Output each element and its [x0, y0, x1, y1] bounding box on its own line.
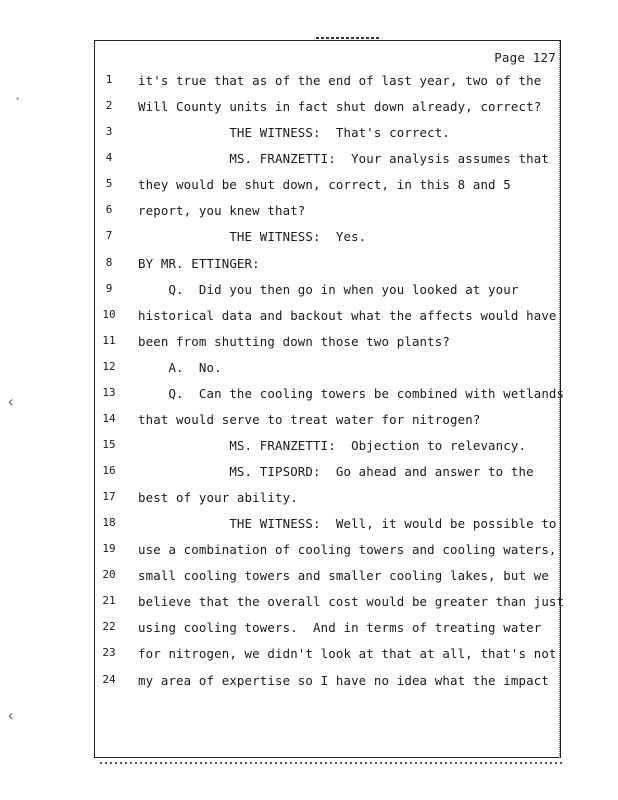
margin-mark: · — [14, 92, 22, 106]
transcript-line: best of your ability. — [138, 490, 298, 505]
line-number: 11 — [102, 334, 116, 347]
line-number: 3 — [105, 125, 113, 138]
transcript-line: been from shutting down those two plants? — [138, 334, 451, 349]
transcript-line: Will County units in fact shut down already, correct? — [138, 99, 542, 114]
transcript-line: Q. Did you then go in when you looked at your — [138, 282, 519, 297]
transcript-line: my area of expertise so I have no idea what the impact — [138, 673, 549, 688]
line-number: 20 — [102, 568, 116, 581]
transcript-line: using cooling towers. And in terms of treating water — [138, 620, 542, 635]
scan-artifact-bottom — [100, 762, 562, 764]
transcript-line: small cooling towers and smaller cooling lakes, but we — [138, 568, 549, 583]
transcript-line: MS. FRANZETTI: Your analysis assumes that — [138, 151, 549, 166]
transcript-line: for nitrogen, we didn't look at that at all, that's not — [138, 646, 557, 661]
transcript-line: MS. FRANZETTI: Objection to relevancy. — [138, 438, 527, 453]
line-number: 1 — [105, 73, 113, 86]
line-number: 13 — [102, 386, 116, 399]
margin-mark: ‹ — [6, 392, 16, 411]
transcript-line: historical data and backout what the affects would have — [138, 308, 557, 323]
line-number: 9 — [105, 282, 113, 295]
transcript-line: THE WITNESS: That's correct. — [138, 125, 451, 140]
line-number: 5 — [105, 177, 113, 190]
line-number: 19 — [102, 542, 116, 555]
scan-artifact-top — [316, 37, 380, 39]
margin-mark: ‹ — [6, 706, 16, 725]
transcript-line: THE WITNESS: Yes. — [138, 229, 367, 244]
line-number: 2 — [105, 99, 113, 112]
page-number: Page 127 — [494, 50, 556, 65]
line-number: 8 — [105, 256, 113, 269]
transcript-line: THE WITNESS: Well, it would be possible to — [138, 516, 557, 531]
line-number: 12 — [102, 360, 116, 373]
line-number: 15 — [102, 438, 116, 451]
line-number: 16 — [102, 464, 116, 477]
transcript-line: it's true that as of the end of last year, two of the — [138, 73, 542, 88]
line-number: 7 — [105, 229, 113, 242]
line-number: 4 — [105, 151, 113, 164]
transcript-line: BY MR. ETTINGER: — [138, 256, 260, 271]
transcript-line: report, you knew that? — [138, 203, 306, 218]
transcript-line: A. No. — [138, 360, 222, 375]
line-number: 22 — [102, 620, 116, 633]
transcript-line: MS. TIPSORD: Go ahead and answer to the — [138, 464, 534, 479]
line-number: 17 — [102, 490, 116, 503]
transcript-line: they would be shut down, correct, in this 8 and 5 — [138, 177, 511, 192]
line-number: 23 — [102, 646, 116, 659]
transcript-line: Q. Can the cooling towers be combined with wetlands — [138, 386, 565, 401]
line-number: 21 — [102, 594, 116, 607]
line-number: 10 — [102, 308, 116, 321]
line-number: 14 — [102, 412, 116, 425]
line-number: 18 — [102, 516, 116, 529]
transcript-line: believe that the overall cost would be greater than just — [138, 594, 565, 609]
line-number: 6 — [105, 203, 113, 216]
line-number: 24 — [102, 673, 116, 686]
transcript-line: use a combination of cooling towers and cooling waters, — [138, 542, 557, 557]
transcript-line: that would serve to treat water for nitrogen? — [138, 412, 481, 427]
